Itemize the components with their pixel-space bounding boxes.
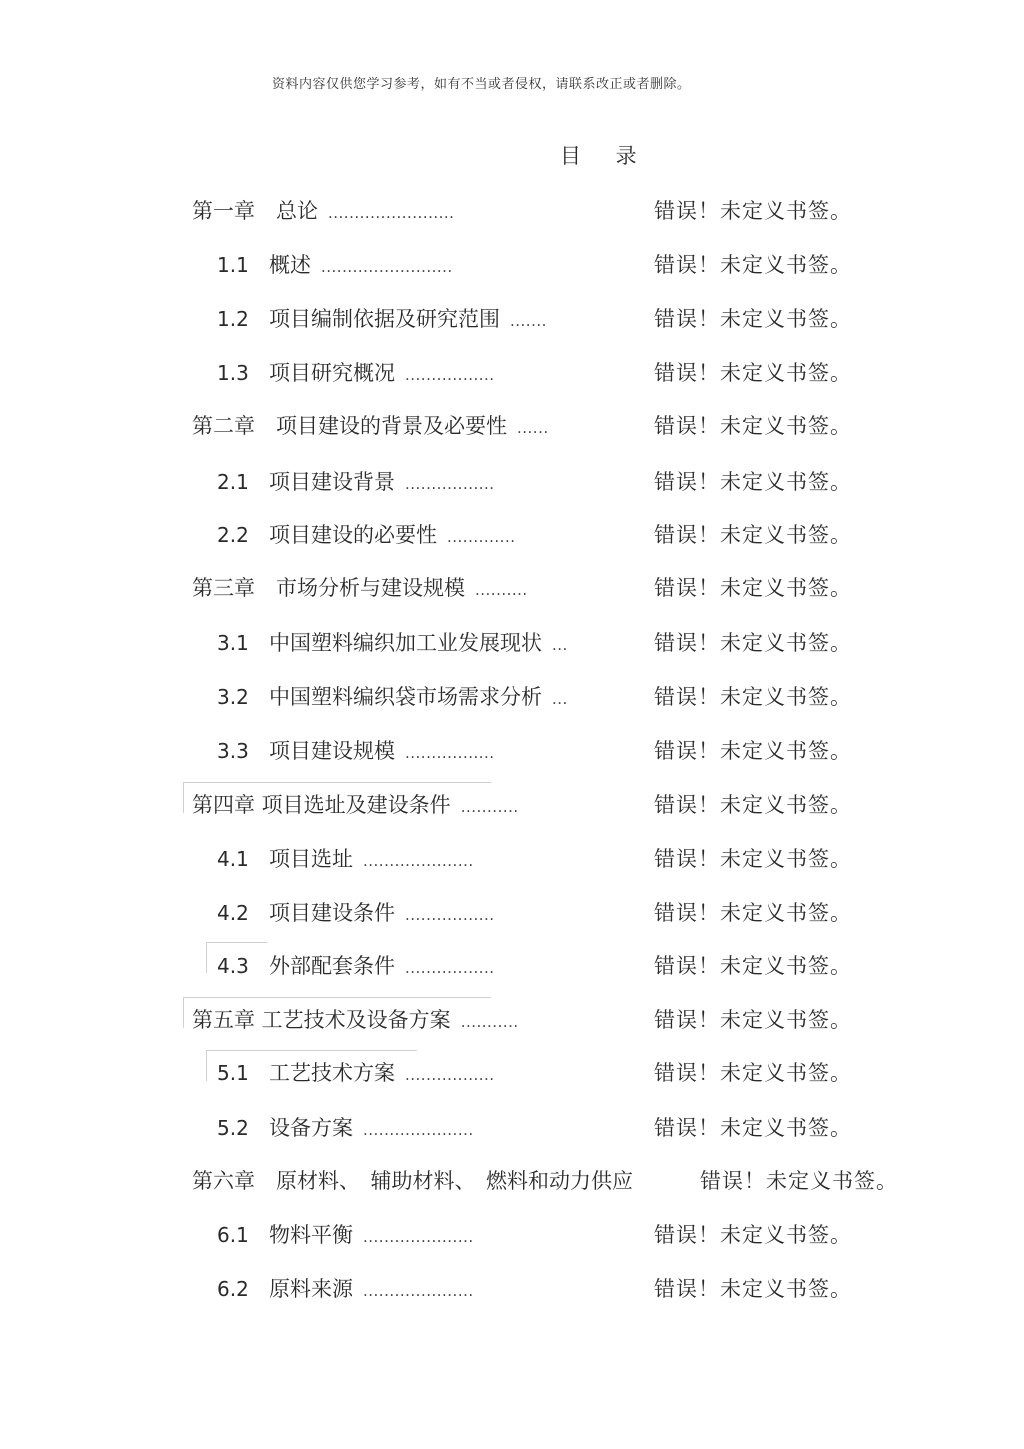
toc-leader-dots: ................. (405, 475, 495, 493)
toc-entry-label (192, 196, 454, 228)
toc-section-title: 物料平衡 (269, 1223, 353, 1247)
toc-entry[interactable] (192, 411, 1024, 441)
toc-leader-dots: .......... (475, 581, 528, 599)
toc-chapter-title: 第一章 总论 (192, 199, 318, 223)
toc-entry[interactable] (192, 1166, 1024, 1196)
scan-box-mark (183, 782, 491, 813)
toc-page-ref: 错误！未定义书签。 (654, 1116, 852, 1140)
toc-entry-label (217, 358, 495, 390)
toc-page-ref: 错误！未定义书签。 (654, 1061, 852, 1085)
toc-section-title: 项目研究概况 (269, 361, 395, 385)
toc-page-ref: 错误！未定义书签。 (654, 739, 852, 763)
toc-section-number: 4.1 (217, 847, 249, 871)
toc-chapter-title: 第四章 项目选址及建设条件 (192, 793, 451, 817)
toc-page-ref: 错误！未定义书签。 (654, 199, 852, 223)
toc-leader-dots: ................. (405, 366, 495, 384)
toc-leader-dots: ..................... (363, 1228, 474, 1246)
toc-section-title: 概述 (269, 253, 311, 277)
toc-section-number: 1.2 (217, 307, 249, 331)
toc-page-ref: 错误！未定义书签。 (654, 847, 852, 871)
toc-entry-label (217, 898, 495, 930)
toc-entry-label (217, 736, 495, 768)
toc-section-number: 2.1 (217, 470, 249, 494)
toc-page-ref: 错误！未定义书签。 (654, 901, 852, 925)
toc-section-title: 工艺技术方案 (269, 1061, 395, 1085)
toc-section-number: 6.2 (217, 1277, 249, 1301)
toc-section-title: 原料来源 (269, 1277, 353, 1301)
toc-title: 目 录 (560, 144, 651, 168)
toc-section-title: 外部配套条件 (269, 954, 395, 978)
toc-leader-dots: ....... (510, 312, 547, 330)
toc-entry-label (217, 520, 516, 552)
toc-entry[interactable] (217, 1220, 1024, 1250)
toc-chapter-title: 第二章 项目建设的背景及必要性 (192, 414, 507, 438)
toc-page-ref: 错误！未定义书签。 (654, 576, 852, 600)
toc-section-title: 项目建设规模 (269, 739, 395, 763)
toc-section-number: 1.3 (217, 361, 249, 385)
toc-entry[interactable] (217, 304, 1024, 334)
toc-entry-label (217, 304, 547, 336)
toc-section-title: 项目建设的必要性 (269, 523, 437, 547)
toc-section-number: 3.2 (217, 685, 249, 709)
toc-section-title: 项目建设背景 (269, 470, 395, 494)
toc-section-title: 项目选址 (269, 847, 353, 871)
toc-section-number: 3.3 (217, 739, 249, 763)
toc-leader-dots: ..................... (363, 1282, 474, 1300)
toc-page-ref: 错误！未定义书签。 (654, 631, 852, 655)
toc-page-ref: 错误！未定义书签。 (654, 1008, 852, 1032)
toc-page-ref: 错误！未定义书签。 (654, 307, 852, 331)
scan-box-mark (183, 997, 491, 1028)
toc-leader-dots: ........... (460, 798, 519, 816)
toc-page-ref: 错误！未定义书签。 (654, 523, 852, 547)
toc-page-ref: 错误！未定义书签。 (654, 1223, 852, 1247)
toc-entry[interactable] (192, 196, 1024, 226)
toc-section-title: 设备方案 (269, 1116, 353, 1140)
toc-chapter-title: 第六章 原材料、 辅助材料、 燃料和动力供应 (192, 1169, 633, 1193)
toc-entry[interactable] (217, 898, 1024, 928)
toc-leader-dots: ..................... (363, 1121, 474, 1139)
toc-entry-label (217, 250, 453, 282)
toc-entry-label (192, 411, 549, 443)
toc-entry[interactable] (217, 844, 1024, 874)
toc-chapter-title: 第五章 工艺技术及设备方案 (192, 1008, 451, 1032)
toc-page-ref: 错误！未定义书签。 (654, 1277, 852, 1301)
toc-section-number: 5.1 (217, 1061, 249, 1085)
header-note: 资料内容仅供您学习参考，如有不当或者侵权，请联系改正或者删除。 (272, 77, 691, 92)
toc-entry[interactable] (217, 467, 1024, 497)
toc-leader-dots: ......................... (321, 258, 453, 276)
toc-entry[interactable] (217, 951, 1024, 981)
toc-leader-dots: ................. (405, 959, 495, 977)
toc-section-title: 项目建设条件 (269, 901, 395, 925)
toc-section-title: 项目编制依据及研究范围 (269, 307, 500, 331)
toc-entry-label (217, 844, 474, 876)
toc-entry-label (217, 1113, 474, 1145)
toc-entry-label (192, 573, 528, 605)
toc-section-number: 6.1 (217, 1223, 249, 1247)
toc-entry-label (217, 682, 568, 714)
toc-entry-label (217, 467, 495, 499)
toc-leader-dots: ................. (405, 744, 495, 762)
toc-section-number: 4.2 (217, 901, 249, 925)
toc-entry[interactable] (217, 250, 1024, 280)
toc-entry[interactable] (217, 682, 1024, 712)
toc-page-ref: 错误！未定义书签。 (654, 685, 852, 709)
toc-leader-dots: ................. (405, 1066, 495, 1084)
toc-section-title: 中国塑料编织袋市场需求分析 (269, 685, 542, 709)
toc-leader-dots: ..................... (363, 852, 474, 870)
toc-leader-dots: ... (552, 636, 568, 654)
toc-page-ref: 错误！未定义书签。 (654, 414, 852, 438)
toc-entry[interactable] (217, 1274, 1024, 1304)
toc-entry[interactable] (217, 628, 1024, 658)
toc-page-ref: 错误！未定义书签。 (654, 470, 852, 494)
toc-section-number: 5.2 (217, 1116, 249, 1140)
toc-leader-dots: ................. (405, 906, 495, 924)
toc-section-number: 2.2 (217, 523, 249, 547)
toc-entry[interactable] (217, 1113, 1024, 1143)
toc-section-number: 4.3 (217, 954, 249, 978)
toc-entry-label (192, 1166, 633, 1196)
toc-section-number: 3.1 (217, 631, 249, 655)
toc-entry-label (217, 1274, 474, 1306)
toc-entry-label (217, 628, 568, 660)
toc-leader-dots: ........... (460, 1013, 519, 1031)
toc-page-ref: 错误！未定义书签。 (654, 253, 852, 277)
toc-entry-label (217, 1220, 474, 1252)
toc-page-ref: 错误！未定义书签。 (654, 793, 852, 817)
scan-box-mark (206, 1050, 417, 1081)
toc-leader-dots: ... (552, 690, 568, 708)
toc-page-ref: 错误！未定义书签。 (654, 954, 852, 978)
toc-leader-dots: ............. (447, 528, 516, 546)
toc-section-title: 中国塑料编织加工业发展现状 (269, 631, 542, 655)
toc-leader-dots: ........................ (328, 204, 455, 222)
toc-entry[interactable] (192, 573, 1024, 603)
toc-page-ref: 错误！未定义书签。 (700, 1169, 898, 1193)
toc-entry[interactable] (217, 358, 1024, 388)
toc-chapter-title: 第三章 市场分析与建设规模 (192, 576, 465, 600)
toc-entry[interactable] (217, 520, 1024, 550)
toc-page-ref: 错误！未定义书签。 (654, 361, 852, 385)
toc-section-number: 1.1 (217, 253, 249, 277)
toc-entry[interactable] (217, 736, 1024, 766)
toc-leader-dots: ...... (517, 419, 549, 437)
scan-box-mark (206, 942, 267, 973)
